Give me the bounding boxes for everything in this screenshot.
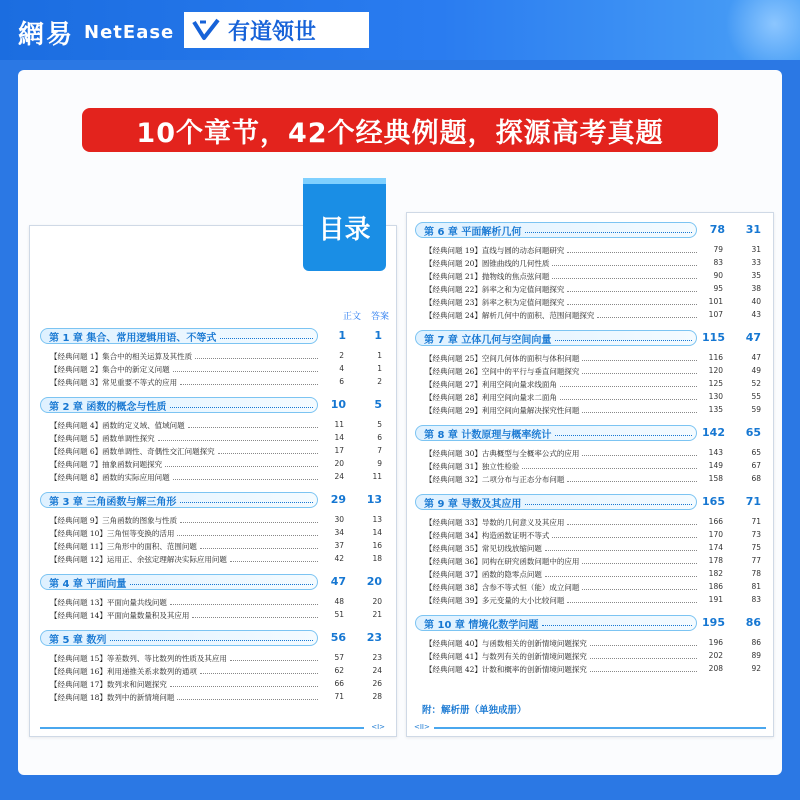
toc-item-text-page: 116	[708, 353, 723, 362]
toc-item	[50, 553, 318, 565]
dot-leader	[582, 563, 697, 564]
dot-leader	[130, 584, 313, 585]
toc-item	[50, 665, 318, 677]
toc-item-text-page: 196	[708, 638, 723, 647]
toc-item-text-page: 20	[334, 459, 344, 468]
toc-item-answer-page: 49	[751, 366, 761, 375]
toc-item-text-page: 6	[339, 377, 344, 386]
page-number-left	[40, 724, 385, 732]
toc-item-text-page: 125	[708, 379, 723, 388]
toc-item-label: 【经典问题 17】数列求和问题探究	[50, 679, 167, 689]
chapter-answer-page: 23	[366, 631, 382, 644]
chapter-answer-page: 71	[745, 495, 761, 508]
toc-item-label: 【经典问题 19】直线与圆的动态问题研究	[425, 245, 565, 255]
toc-item-text-page: 208	[708, 664, 723, 673]
chapter-heading	[40, 397, 318, 413]
toc-item-text-page: 166	[708, 517, 723, 526]
toc-item-answer-page: 7	[377, 446, 382, 455]
toc-item-label: 【经典问题 36】同构在研究函数问题中的应用	[425, 556, 580, 566]
toc-item	[425, 404, 697, 416]
toc-item-answer-page: 83	[751, 595, 761, 604]
toc-item-label: 【经典问题 28】利用空间向量求二面角	[425, 392, 557, 402]
toc-item-label: 【经典问题 12】运用正、余弦定理解决实际应用问题	[50, 554, 227, 564]
toc-item	[50, 540, 318, 552]
appendix-note: 附：解析册（单独成册）	[422, 705, 527, 716]
toc-item	[50, 445, 318, 457]
chapter-title: 第 6 章 平面解析几何	[424, 226, 522, 238]
chapter-answer-page: 1	[374, 329, 382, 342]
dot-leader	[582, 412, 697, 413]
toc-item-label: 【经典问题 18】数列中的新情境问题	[50, 692, 175, 702]
dot-leader	[567, 524, 697, 525]
dot-leader	[200, 548, 318, 549]
toc-item	[50, 376, 318, 388]
toc-item-text-page: 34	[334, 528, 344, 537]
toc-item-answer-page: 5	[377, 420, 382, 429]
chapter-text-page: 10	[330, 398, 346, 411]
toc-item-answer-page: 23	[372, 653, 382, 662]
dot-leader	[180, 384, 318, 385]
toc-item-answer-page: 55	[751, 392, 761, 401]
toc-title-tab	[303, 178, 386, 271]
toc-item	[425, 581, 697, 593]
dot-leader	[545, 550, 697, 551]
toc-item	[50, 527, 318, 539]
dot-leader	[218, 453, 318, 454]
header-band	[0, 0, 800, 60]
toc-item	[425, 296, 697, 308]
chapter-text-page: 1	[338, 329, 346, 342]
toc-item-text-page: 107	[708, 310, 723, 319]
toc-item-answer-page: 77	[751, 556, 761, 565]
chapter-text-page: 142	[702, 426, 725, 439]
chapter-title: 第 1 章 集合、常用逻辑用语、不等式	[49, 332, 217, 344]
toc-item-answer-page: 21	[372, 610, 382, 619]
chapter-heading	[40, 328, 318, 344]
netease-logo	[18, 14, 174, 51]
toc-item	[425, 257, 697, 269]
toc-item	[425, 637, 697, 649]
toc-item-text-page: 24	[334, 472, 344, 481]
dot-leader	[567, 481, 697, 482]
youdao-logo	[184, 12, 369, 48]
toc-item-label: 【经典问题 2】集合中的新定义问题	[50, 364, 170, 374]
dot-leader	[230, 561, 318, 562]
toc-item-label: 【经典问题 33】导数的几何意义及其应用	[425, 517, 565, 527]
toc-item-answer-page: 13	[372, 515, 382, 524]
dot-leader	[542, 625, 692, 626]
toc-item-text-page: 79	[713, 245, 723, 254]
toc-item-label: 【经典问题 20】圆锥曲线的几何性质	[425, 258, 550, 268]
toc-item-answer-page: 71	[751, 517, 761, 526]
toc-item-text-page: 2	[339, 351, 344, 360]
dot-leader	[220, 338, 313, 339]
chapter-text-page: 78	[709, 223, 725, 236]
toc-item-label: 【经典问题 42】计数和概率的创新情境问题探究	[425, 664, 587, 674]
toc-item-label: 【经典问题 11】三角形中的面积、范围问题	[50, 541, 197, 551]
chapter-text-page: 165	[702, 495, 725, 508]
netease-logo-en: NetEase	[84, 22, 175, 43]
toc-item	[425, 391, 697, 403]
toc-item-answer-page: 35	[751, 271, 761, 280]
toc-item	[50, 458, 318, 470]
toc-item-answer-page: 89	[751, 651, 761, 660]
chapter-answer-page: 5	[374, 398, 382, 411]
toc-item-answer-page: 75	[751, 543, 761, 552]
toc-item-label: 【经典问题 4】函数的定义域、值域问题	[50, 420, 185, 430]
toc-item	[425, 594, 697, 606]
chapter-answer-page: 13	[366, 493, 382, 506]
toc-item-label: 【经典问题 31】独立性检验	[425, 461, 520, 471]
toc-item	[425, 352, 697, 364]
chapter-text-page: 29	[330, 493, 346, 506]
dot-leader	[552, 537, 697, 538]
toc-item-text-page: 182	[708, 569, 723, 578]
toc-item-label: 【经典问题 23】斜率之积为定值问题探究	[425, 297, 565, 307]
toc-item-text-page: 42	[334, 554, 344, 563]
toc-item-answer-page: 67	[751, 461, 761, 470]
col-head-answer: 答案	[371, 312, 390, 322]
decorative-blob	[715, 0, 800, 60]
dot-leader	[582, 373, 697, 374]
dot-leader	[192, 617, 318, 618]
dot-leader	[177, 699, 318, 700]
page-number-left-label: <I>	[371, 723, 385, 731]
chapter-title: 第 10 章 情境化数学问题	[424, 619, 539, 631]
toc-item-label: 【经典问题 9】三角函数的图象与性质	[50, 515, 178, 525]
toc-item-answer-page: 86	[751, 638, 761, 647]
toc-item-text-page: 135	[708, 405, 723, 414]
dot-leader	[582, 360, 697, 361]
toc-item	[50, 363, 318, 375]
toc-item	[50, 691, 318, 703]
toc-item-answer-page: 11	[372, 472, 382, 481]
dot-leader	[158, 440, 318, 441]
toc-item	[425, 244, 697, 256]
toc-item-text-page: 186	[708, 582, 723, 591]
toc-item-label: 【经典问题 15】等差数列、等比数列的性质及其应用	[50, 653, 227, 663]
chapter-title: 第 3 章 三角函数与解三角形	[49, 496, 177, 508]
toc-item	[50, 471, 318, 483]
dot-leader	[545, 576, 697, 577]
toc-item	[425, 365, 697, 377]
dot-leader	[177, 535, 318, 536]
toc-item-label: 【经典问题 16】利用递推关系求数列的通项	[50, 666, 197, 676]
toc-item-label: 【经典问题 13】平面向量共线问题	[50, 597, 167, 607]
dot-leader	[555, 340, 692, 341]
toc-item-label: 【经典问题 6】函数单调性、奇偶性交汇问题探究	[50, 446, 215, 456]
toc-item	[425, 650, 697, 662]
toc-item-label: 【经典问题 3】常见重要不等式的应用	[50, 377, 178, 387]
toc-item-text-page: 130	[708, 392, 723, 401]
dot-leader	[590, 645, 697, 646]
toc-item-text-page: 178	[708, 556, 723, 565]
toc-item-text-page: 14	[334, 433, 344, 442]
dot-leader	[582, 589, 697, 590]
chapter-heading	[415, 615, 697, 631]
chapter-text-page: 115	[702, 331, 725, 344]
toc-item-text-page: 62	[334, 666, 344, 675]
toc-item	[425, 460, 697, 472]
toc-item-answer-page: 40	[751, 297, 761, 306]
toc-item-label: 【经典问题 34】构造函数证明不等式	[425, 530, 550, 540]
toc-item-answer-page: 20	[372, 597, 382, 606]
dot-leader	[180, 502, 313, 503]
toc-item-label: 【经典问题 10】三角恒等变换的活用	[50, 528, 175, 538]
chapter-heading	[415, 494, 697, 510]
dot-leader	[180, 522, 318, 523]
toc-item-label: 【经典问题 30】古典概型与全概率公式的应用	[425, 448, 580, 458]
toc-item	[425, 542, 697, 554]
youdao-check-icon	[192, 18, 220, 42]
dot-leader	[200, 673, 318, 674]
toc-item	[425, 568, 697, 580]
toc-item-text-page: 143	[708, 448, 723, 457]
dot-leader	[230, 660, 318, 661]
toc-item-text-page: 90	[713, 271, 723, 280]
dot-leader	[525, 504, 692, 505]
chapter-text-page: 47	[330, 575, 346, 588]
toc-item-answer-page: 1	[377, 351, 382, 360]
toc-item-answer-page: 65	[751, 448, 761, 457]
dot-leader	[567, 304, 697, 305]
toc-item-answer-page: 38	[751, 284, 761, 293]
dot-leader	[188, 427, 318, 428]
chapter-title: 第 7 章 立体几何与空间向量	[424, 334, 552, 346]
toc-item	[50, 350, 318, 362]
toc-item-text-page: 95	[713, 284, 723, 293]
toc-item-text-page: 149	[708, 461, 723, 470]
chapter-heading	[415, 222, 697, 238]
dot-leader	[165, 466, 318, 467]
toc-item-text-page: 48	[334, 597, 344, 606]
chapter-answer-page: 20	[366, 575, 382, 588]
toc-item-answer-page: 6	[377, 433, 382, 442]
toc-item-answer-page: 1	[377, 364, 382, 373]
dot-leader	[567, 252, 697, 253]
toc-item-text-page: 101	[708, 297, 723, 306]
toc-item-answer-page: 73	[751, 530, 761, 539]
toc-item-text-page: 66	[334, 679, 344, 688]
youdao-logo-text: 有道领世	[228, 19, 317, 45]
chapter-answer-page: 65	[745, 426, 761, 439]
toc-item-text-page: 170	[708, 530, 723, 539]
toc-item-answer-page: 9	[377, 459, 382, 468]
toc-item-label: 【经典问题 5】函数单调性探究	[50, 433, 155, 443]
toc-item-text-page: 30	[334, 515, 344, 524]
toc-item-answer-page: 68	[751, 474, 761, 483]
toc-item-label: 【经典问题 7】抽象函数问题探究	[50, 459, 163, 469]
chapter-text-page: 56	[330, 631, 346, 644]
dot-leader	[170, 407, 313, 408]
chapter-answer-page: 86	[745, 616, 761, 629]
toc-item-text-page: 158	[708, 474, 723, 483]
netease-logo-cn: 網易	[18, 20, 75, 50]
dot-leader	[173, 371, 318, 372]
toc-item-text-page: 11	[334, 420, 344, 429]
dot-leader	[582, 455, 697, 456]
toc-item-answer-page: 24	[372, 666, 382, 675]
toc-item-label: 【经典问题 27】利用空间向量求线面角	[425, 379, 557, 389]
toc-item-text-page: 120	[708, 366, 723, 375]
toc-item	[425, 270, 697, 282]
toc-item	[50, 609, 318, 621]
toc-item-label: 【经典问题 21】抛物线的焦点弦问题	[425, 271, 550, 281]
toc-item-label: 【经典问题 39】多元变量的大小比较问题	[425, 595, 565, 605]
chapter-heading	[415, 330, 697, 346]
dot-leader	[195, 358, 318, 359]
toc-item	[425, 516, 697, 528]
dot-leader	[567, 291, 697, 292]
chapter-title: 第 2 章 函数的概念与性质	[49, 401, 167, 413]
toc-item-label: 【经典问题 35】常见切线放缩问题	[425, 543, 542, 553]
toc-item-answer-page: 43	[751, 310, 761, 319]
chapter-answer-page: 47	[745, 331, 761, 344]
toc-item-text-page: 57	[334, 653, 344, 662]
page-number-right	[414, 724, 766, 732]
toc-item-answer-page: 47	[751, 353, 761, 362]
toc-item-text-page: 51	[334, 610, 344, 619]
dot-leader	[110, 640, 313, 641]
toc-item-text-page: 191	[708, 595, 723, 604]
toc-title: 目录	[318, 215, 371, 245]
toc-item	[425, 529, 697, 541]
dot-leader	[555, 435, 692, 436]
toc-item	[425, 447, 697, 459]
toc-item-answer-page: 33	[751, 258, 761, 267]
toc-item	[425, 663, 697, 675]
toc-item-label: 【经典问题 8】函数的实际应用问题	[50, 472, 170, 482]
chapter-title: 第 5 章 数列	[49, 634, 107, 646]
toc-item-label: 【经典问题 14】平面向量数量积及其应用	[50, 610, 190, 620]
toc-item-label: 【经典问题 22】斜率之和为定值问题探究	[425, 284, 565, 294]
dot-leader	[552, 278, 697, 279]
toc-item-label: 【经典问题 32】二项分布与正态分布问题	[425, 474, 565, 484]
chapter-answer-page: 31	[745, 223, 761, 236]
toc-item	[425, 309, 697, 321]
toc-item-answer-page: 18	[372, 554, 382, 563]
chapter-title: 第 8 章 计数原理与概率统计	[424, 429, 552, 441]
headline-banner	[82, 108, 718, 152]
toc-item-answer-page: 14	[372, 528, 382, 537]
toc-item-text-page: 37	[334, 541, 344, 550]
toc-item-answer-page: 28	[372, 692, 382, 701]
toc-item-text-page: 4	[339, 364, 344, 373]
toc-item-text-page: 202	[708, 651, 723, 660]
toc-item-answer-page: 78	[751, 569, 761, 578]
dot-leader	[560, 399, 697, 400]
chapter-heading	[40, 630, 318, 646]
chapter-heading	[40, 574, 318, 590]
toc-item	[425, 473, 697, 485]
dot-leader	[597, 317, 697, 318]
dot-leader	[170, 686, 318, 687]
toc-item-label: 【经典问题 38】含参不等式恒（能）成立问题	[425, 582, 580, 592]
toc-item-answer-page: 31	[751, 245, 761, 254]
chapter-title: 第 4 章 平面向量	[49, 578, 127, 590]
dot-leader	[173, 479, 318, 480]
toc-item-label: 【经典问题 26】空间中的平行与垂直问题探究	[425, 366, 580, 376]
dot-leader	[552, 265, 697, 266]
toc-item-text-page: 174	[708, 543, 723, 552]
toc-item	[50, 678, 318, 690]
toc-item	[425, 378, 697, 390]
toc-item-answer-page: 52	[751, 379, 761, 388]
col-head-text: 正文	[343, 312, 362, 322]
toc-item-label: 【经典问题 25】空间几何体的面积与体积问题	[425, 353, 580, 363]
chapter-heading	[40, 492, 318, 508]
toc-item-answer-page: 92	[751, 664, 761, 673]
toc-item	[425, 283, 697, 295]
toc-item-answer-page: 26	[372, 679, 382, 688]
toc-item	[425, 555, 697, 567]
chapter-heading	[415, 425, 697, 441]
headline-text: 10个章节，42个经典例题，探源高考真题	[136, 117, 664, 149]
toc-item-answer-page: 16	[372, 541, 382, 550]
toc-item	[50, 652, 318, 664]
chapter-title: 第 9 章 导数及其应用	[424, 498, 522, 510]
toc-item	[50, 419, 318, 431]
toc-item	[50, 514, 318, 526]
dot-leader	[590, 671, 697, 672]
dot-leader	[590, 658, 697, 659]
toc-item-label: 【经典问题 37】函数的隐零点问题	[425, 569, 542, 579]
toc-item-text-page: 17	[334, 446, 344, 455]
dot-leader	[170, 604, 318, 605]
toc-item-label: 【经典问题 41】与数列有关的创新情境问题探究	[425, 651, 587, 661]
dot-leader	[567, 602, 697, 603]
toc-item-text-page: 83	[713, 258, 723, 267]
page-number-right-label: <II>	[414, 723, 430, 731]
toc-item-label: 【经典问题 40】与函数相关的创新情境问题探究	[425, 638, 587, 648]
toc-item-answer-page: 2	[377, 377, 382, 386]
chapter-text-page: 195	[702, 616, 725, 629]
dot-leader	[525, 232, 692, 233]
toc-item-label: 【经典问题 24】解析几何中的面积、范围问题探究	[425, 310, 595, 320]
dot-leader	[522, 468, 697, 469]
toc-item-label: 【经典问题 1】集合中的相关运算及其性质	[50, 351, 193, 361]
toc-item	[50, 432, 318, 444]
dot-leader	[560, 386, 697, 387]
toc-item	[50, 596, 318, 608]
toc-item-answer-page: 59	[751, 405, 761, 414]
toc-item-answer-page: 81	[751, 582, 761, 591]
toc-item-text-page: 71	[334, 692, 344, 701]
toc-item-label: 【经典问题 29】利用空间向量解决探究性问题	[425, 405, 580, 415]
